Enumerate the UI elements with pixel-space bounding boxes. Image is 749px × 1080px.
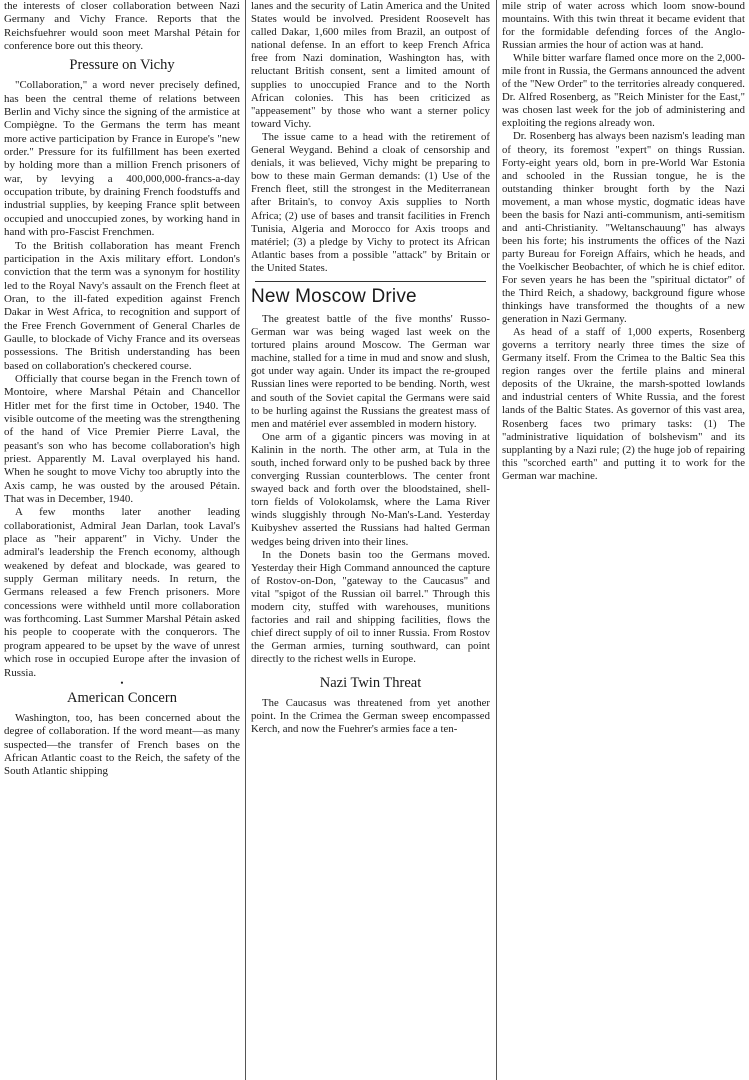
column-2 <box>251 0 490 1080</box>
subheading-pressure-on-vichy: Pressure on Vichy <box>69 57 175 74</box>
column-1 <box>4 0 240 1080</box>
paragraph: The issue came to a head with the retirement of General Weygand. Behind a cloak of censorship and denials, it was believed, Vichy might be preparing to bow to these main German demands: (1) Use of the French fleet, still the strongest in the Mediterranean after Britain's, to convoy Axis supplies to North Africa; (2) use of bases and transit facilities in French Tunisia, Algeria and Morocco for Axis troops and matériel; (3) a pledge by Vichy to protect its African Atlantic bases from a possible "attack" by Britain or the United States. <box>251 130 490 274</box>
ornament-dot: • <box>120 677 124 688</box>
paragraph: Officially that course began in the French town of Montoire, where Marshal Pétain and Chancellor Hitler met for the first time in October, 1940. The visible outcome of the meeting was the strengthening of the hand of Vice Premier Pierre Laval, the peasant's son who has become collaboration's high priest. Apparently M. Laval overplayed his hand. When he sought to move Vichy too abruptly into the Axis camp, he was ousted by the aroused Pétain. That was in December, 1940. <box>4 372 240 506</box>
column-3 <box>502 0 745 1080</box>
paragraph: To the British collaboration has meant French participation in the Axis military effort. London's conviction that the term was a synonym for hostility led to the Royal Navy's assault on the French fleet at Oran, to the ill-fated expedition against French Dakar in West Africa, to recognition and support of the Free French Government of General Charles de Gaulle, to blockade of Vichy France and its overseas possessions. The British understanding has been based on collaboration's checkered course. <box>4 239 240 372</box>
paragraph: the interests of closer collaboration between Nazi Germany and Vichy France. Reports that the Reichsfuehrer would soon meet Marshal Pétain for conference bore out this theory. <box>4 0 240 53</box>
paragraph: One arm of a gigantic pincers was moving in at Kalinin in the north. The other arm, at Tula in the south, inched forward only to be pushed back by three converging Russian counterblows. The center front swayed back and forth over the bloodstained, shell-torn fields of Volokolamsk, where the Lama River winds sluggishly through No-Man's-Land. Yesterday Kuibyshev asserted the Russians had halted German wedges being driven into their lines. <box>251 430 490 548</box>
paragraph: While bitter warfare flamed once more on the 2,000-mile front in Russia, the Germans announced the advent of the "New Order" to the territories already conquered. Dr. Alfred Rosenberg, as "Reich Minister for the East," was chosen last week for the job of administering and exploiting the regions already won. <box>502 52 745 130</box>
paragraph: "Collaboration," a word never precisely defined, has been the central theme of relations between Berlin and Vichy since the signing of the armistice at Compiègne. To the Germans the term has meant more active participation by France in Europe's "new order." Pressure for its fulfillment has been exerted by holding more than a million French prisoners of war, by levying a 400,000,000-francs-a-day occupation tribute, by draining French foodstuffs and industrial supplies, by keeping France split between occupied and unoccupied zones, by working hand in hand with pro-Fascist Frenchmen. <box>4 79 240 239</box>
paragraph: As head of a staff of 1,000 experts, Rosenberg governs a territory nearly three times the size of Germany itself. From the Crimea to the Baltic Sea this region ranges over the fertile plains and mineral deposits of the Ukraine, the marsh-spotted lowlands and industrial centers of White Russia, and the forest lands of the Baltic States. As governor of this vast area, Rosenberg faces two primary tasks: (1) The "administrative liquidation of bolshevism" and its supplanting by a Nazi rule; (2) the huge job of repairing this "scorched earth" and putting it to work for the German war machine. <box>502 326 745 482</box>
subheading-nazi-twin-threat: Nazi Twin Threat <box>319 674 422 691</box>
paragraph: Dr. Rosenberg has always been nazism's leading man of theory, its foremost "expert" on things Russian. Forty-eight years old, born in pre-World War Estonia and schooled in the Russian tongue, he is the outstanding thinker brought forth by the Nazi movement, a man whose mystic, dogmatic ideas have been the basis for Nazi anti-communism, anti-semitism and anti-Christianity. "Weltanschauung" has always been his forte; his instruments the offices of the Nazi party Bureau for Foreign Affairs, which he heads, and the Voelkischer Beobachter, of which he is chief editor. For seven years he has been the "spiritual dictator" of the Third Reich, a shadowy, background figure whose thinkings have transformed the thoughts of a new generation in Nazi Germany. <box>502 130 745 326</box>
section-divider <box>255 281 486 282</box>
paragraph: Washington, too, has been concerned about the degree of collaboration. If the word meant—as many suspected—the transfer of French bases on the African Atlantic coast to the Reich, the safety of the South Atlantic shipping <box>4 711 240 778</box>
column-rule <box>496 0 497 1080</box>
column-rule <box>245 0 246 1080</box>
paragraph: A few months later another leading collaborationist, Admiral Jean Darlan, took Laval's place as "heir apparent" in Vichy. Under the admiral's leadership the French economy, although weakened by defeat and blockade, was geared to supply German military needs. In return, the Germans released a few French prisoners. More concessions were withheld until more collaboration was forthcoming. Last Summer Marshal Pétain asked his people to cooperate with the conquerors. The program appeared to be upset by the wave of unrest which rose in occupied Europe after the invasion of Russia. <box>4 506 240 679</box>
paragraph: In the Donets basin too the Germans moved. Yesterday their High Command announced the capture of Rostov-on-Don, "gateway to the Caucasus" and vital "spigot of the Russian oil barrel." Through this modern city, stuffed with warehouses, munitions factories and rail and shipping facilities, flows the chief direct supply of oil to inner Russia. From Rostov the German armies, turning southward, can point directly to the richest wells in Europe. <box>251 548 490 666</box>
subheading-american-concern: American Concern <box>67 689 177 706</box>
paragraph: lanes and the security of Latin America and the United States would be involved. President Roosevelt has called Dakar, 1,600 miles from Brazil, an outpost of national defense. In an effort to keep French Africa free from Nazi domination, Washington has, with reluctant British consent, sent a limited amount of supplies to unoccupied France and to the North African colonies. This has been criticized as "appeasement" by those who want a sterner policy toward Vichy. <box>251 0 490 130</box>
paragraph: mile strip of water across which loom snow-bound mountains. With this twin threat it became evident that for the formidable defending forces of the Anglo-Russian armies the hour of action was at hand. <box>502 0 745 52</box>
headline-new-moscow-drive: New Moscow Drive <box>251 285 417 307</box>
paragraph: The Caucasus was threatened from yet another point. In the Crimea the German sweep encompassed Kerch, and now the Fuehrer's armies face a ten- <box>251 696 490 735</box>
paragraph: The greatest battle of the five months' Russo-German war was being waged last week on the tortured plains around Moscow. The German war machine, stalled for a time in mud and snow and slush, got under way again. Under its impact the re-grouped Russian lines were reported to be bending. North, west and south of the Soviet capital the Germans were said to be hurling against the Russians the greatest mass of men and matériel ever assembled in modern history. <box>251 312 490 430</box>
